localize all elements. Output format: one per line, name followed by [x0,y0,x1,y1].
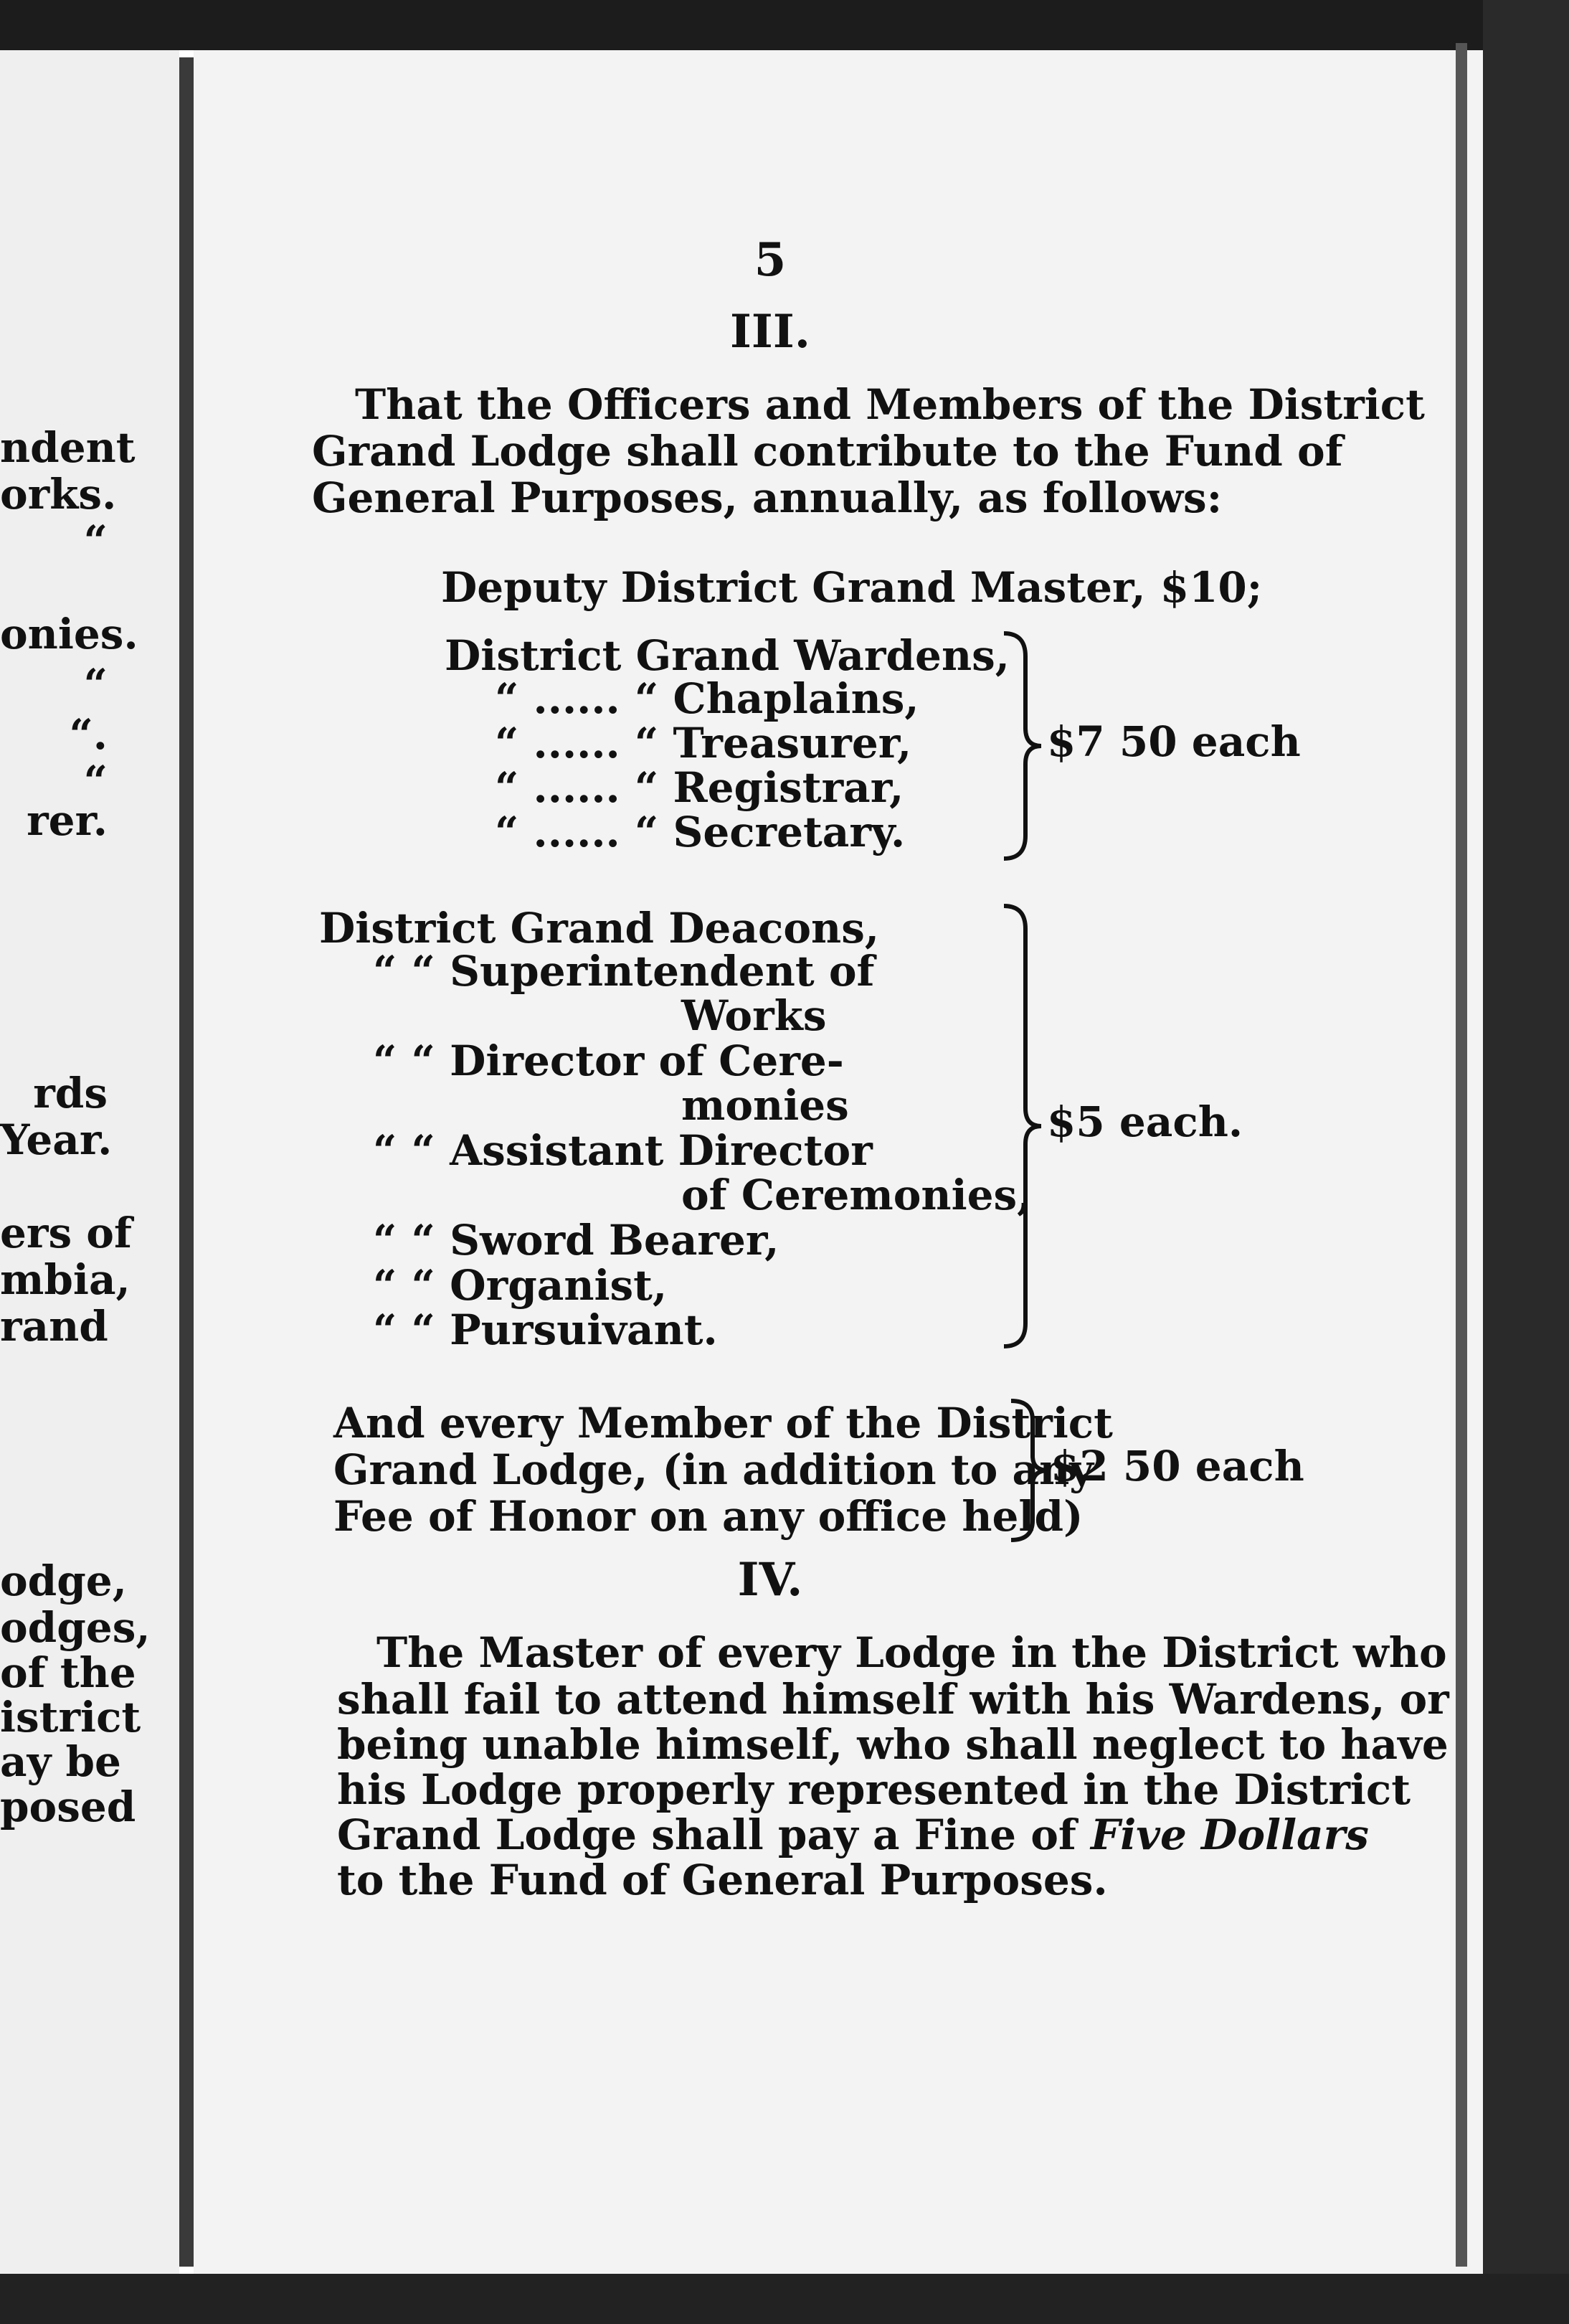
paragraph-line: The Master of every Lodge in the District who [376,1628,1447,1677]
page-edge-shadow [1456,43,1467,2267]
officer-line: “ ...... “ Registrar, [495,763,904,812]
facing-page-fragment: ers of [0,1209,132,1257]
paragraph-line: being unable himself, who shall neglect to have [337,1720,1449,1769]
facing-page-fragment: odge, [0,1557,127,1605]
facing-page-fragment: “ [83,516,108,565]
facing-page-fragment: mbia, [0,1255,131,1304]
officer-line: “ “ Sword Bearer, [373,1216,779,1265]
facing-page-fragment: “ [83,757,108,806]
fine-clause: Grand Lodge shall pay a Fine of [337,1810,1076,1859]
paragraph-line [337,1810,1369,1859]
facing-page-fragment: ay be [0,1737,121,1786]
member-line: And every Member of the District [333,1399,1113,1447]
group-one-amount: $7 50 each [1047,717,1301,766]
brace-group-two [997,900,1047,1352]
brace-group-one [997,628,1047,864]
paragraph-line: shall fail to attend himself with his Wardens, or [337,1675,1449,1724]
paragraph-line: to the Fund of General Purposes. [337,1856,1108,1904]
deputy-master-fee: Deputy District Grand Master, $10; [441,563,1263,612]
officer-line: “ “ Director of Cere- [373,1036,844,1085]
facing-page-fragment: odges, [0,1603,151,1652]
officer-line: monies [681,1081,849,1130]
intro-line: General Purposes, annually, as follows: [312,473,1223,522]
officer-line: “ ...... “ Treasurer, [495,719,912,767]
facing-page-fragment: “. [69,710,108,759]
facing-page-edge [0,50,179,2274]
group-three-amount: $2 50 each [1051,1442,1304,1491]
scan-border-right [1483,0,1569,2324]
officer-line: Works [681,991,827,1040]
brace-group-three [1004,1395,1054,1546]
facing-page-fragment: of the [0,1648,136,1697]
officer-line: “ “ Organist, [373,1261,668,1310]
member-line: Grand Lodge, (in addition to any [333,1445,1094,1494]
facing-page-fragment: rds [33,1069,108,1118]
officer-line: “ ...... “ Secretary. [495,808,906,856]
officer-line: “ “ Assistant Director [373,1126,873,1175]
facing-page-fragment: onies. [0,610,138,658]
officer-line: “ ...... “ Chaplains, [495,674,919,723]
group-two-amount: $5 each. [1047,1097,1243,1146]
scan-border-top [0,0,1569,50]
fine-amount: Five Dollars [1091,1810,1369,1859]
facing-page-fragment: orks. [0,470,117,519]
facing-page-fragment: ndent [0,423,136,472]
paragraph-line: his Lodge properly represented in the District [337,1765,1411,1814]
intro-line: Grand Lodge shall contribute to the Fund of [312,427,1343,476]
section-heading-iv: IV. [737,1553,803,1607]
officer-line: “ “ Pursuivant. [373,1305,718,1354]
member-line: Fee of Honor on any office held) [333,1492,1084,1541]
officer-line: District Grand Wardens, [445,631,1010,680]
page-number: 5 [754,233,787,287]
document-page [194,50,1483,2274]
facing-page-fragment: “ [83,660,108,709]
section-heading-iii: III. [729,305,811,359]
facing-page-fragment: posed [0,1782,136,1831]
facing-page-fragment: Year. [0,1115,113,1164]
facing-page-fragment: rand [0,1302,108,1351]
book-gutter [179,57,194,2267]
scan-border-bottom [0,2274,1569,2324]
officer-line: of Ceremonies, [681,1171,1032,1219]
intro-line: That the Officers and Members of the District [355,380,1425,429]
officer-line: District Grand Deacons, [319,904,880,953]
officer-line: “ “ Superintendent of [373,947,875,996]
facing-page-fragment: istrict [0,1693,141,1742]
facing-page-fragment: rer. [27,796,108,845]
